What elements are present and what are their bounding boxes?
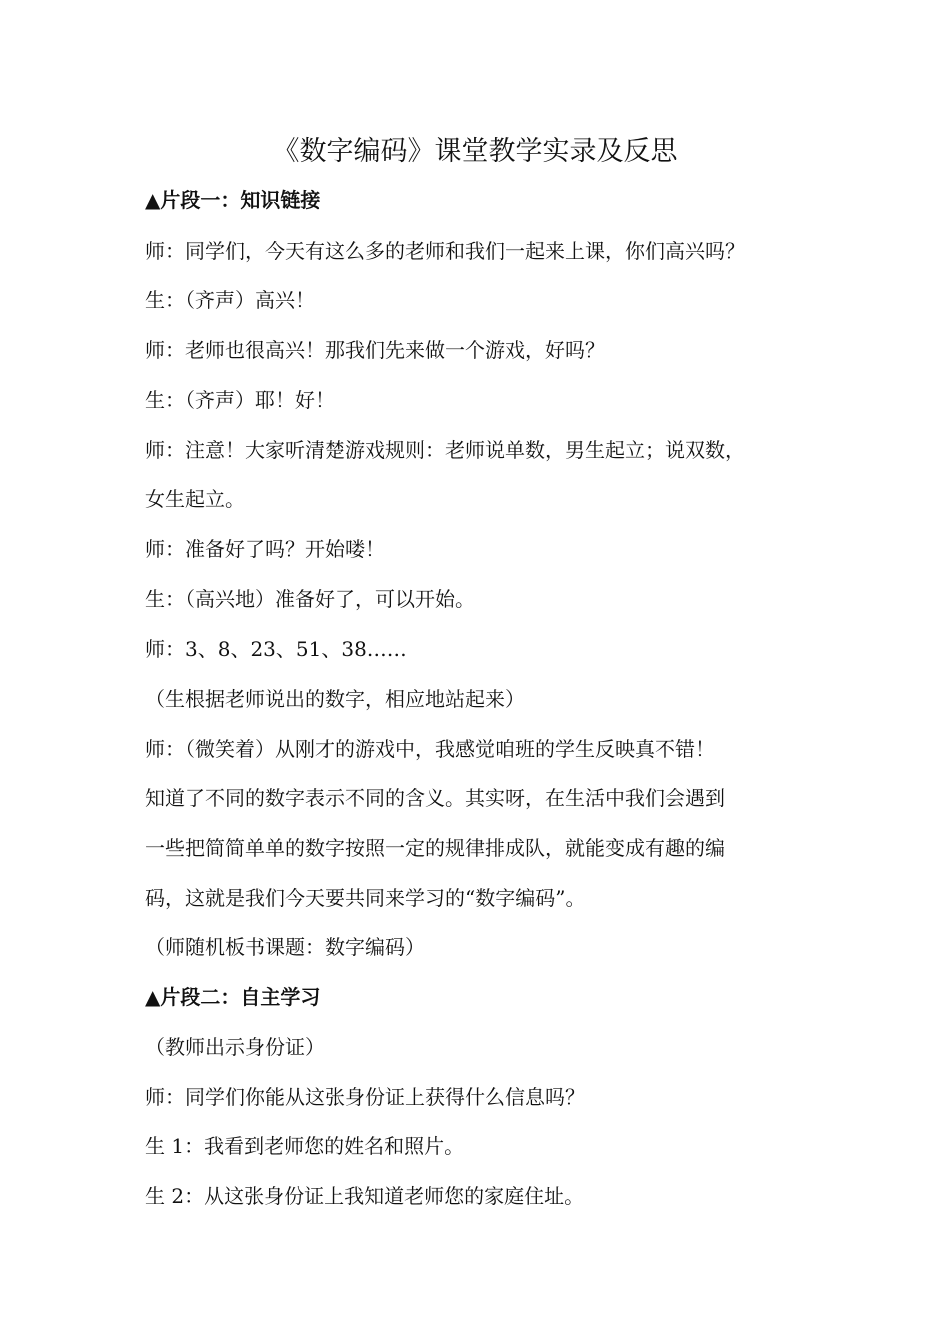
- paragraph-line: 码，这就是我们今天要共同来学习的“数字编码”。: [145, 886, 586, 910]
- paragraph-line: 师：准备好了吗？开始喽！: [145, 537, 385, 561]
- section-heading-1: ▲片段一：知识链接: [145, 188, 321, 212]
- paragraph-line: 一些把简简单单的数字按照一定的规律排成队，就能变成有趣的编: [145, 836, 725, 860]
- paragraph-line: 生：（齐声）高兴！: [145, 288, 315, 312]
- paragraph-line: 师：3、8、23、51、38……: [145, 637, 407, 661]
- paragraph-line: 师：同学们你能从这张身份证上获得什么信息吗？: [145, 1085, 585, 1109]
- document-title: 《数字编码》课堂教学实录及反思: [272, 136, 678, 167]
- paragraph-line: 师：老师也很高兴！那我们先来做一个游戏，好吗？: [145, 338, 605, 362]
- paragraph-line: （生根据老师说出的数字，相应地站起来）: [145, 687, 525, 711]
- paragraph-line: 师：注意！大家听清楚游戏规则：老师说单数，男生起立；说双数，: [145, 438, 745, 462]
- paragraph-line: 女生起立。: [145, 487, 245, 511]
- paragraph-line: 生：（高兴地）准备好了，可以开始。: [145, 587, 475, 611]
- paragraph-line: 师：同学们，今天有这么多的老师和我们一起来上课，你们高兴吗？: [145, 239, 745, 263]
- paragraph-line: 生：（齐声）耶！好！: [145, 388, 335, 412]
- section-heading-2: ▲片段二：自主学习: [145, 985, 321, 1009]
- paragraph-line: 师：（微笑着）从刚才的游戏中，我感觉咱班的学生反映真不错！: [145, 737, 715, 761]
- paragraph-line: 知道了不同的数字表示不同的含义。其实呀，在生活中我们会遇到: [145, 786, 725, 810]
- paragraph-line: （师随机板书课题：数字编码）: [145, 935, 425, 959]
- paragraph-line: （教师出示身份证）: [145, 1035, 325, 1059]
- paragraph-line: 生 2：从这张身份证上我知道老师您的家庭住址。: [145, 1184, 585, 1208]
- paragraph-line: 生 1：我看到老师您的姓名和照片。: [145, 1134, 465, 1158]
